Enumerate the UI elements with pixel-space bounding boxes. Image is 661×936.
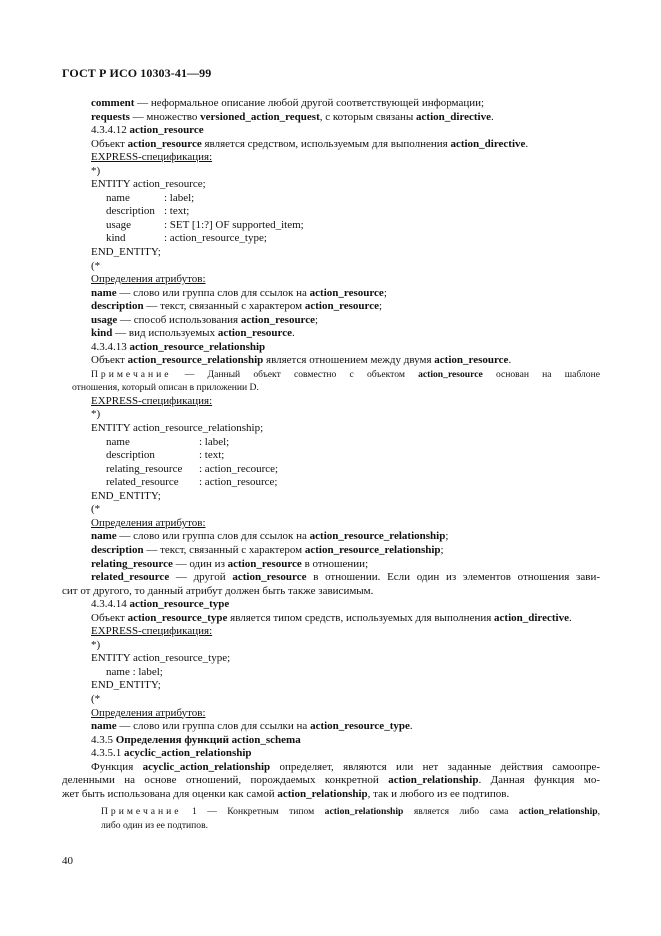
- text-run: , с которым связаны: [319, 110, 417, 123]
- text-line: [62, 707, 600, 721]
- attribute-type: : text;: [199, 449, 225, 462]
- bold-term: action_resource_type: [127, 611, 228, 624]
- note-line: [62, 819, 600, 833]
- text-run: ;: [379, 300, 383, 313]
- text-line: [62, 178, 600, 192]
- text-run: 4.3.5.1: [91, 747, 124, 760]
- note-line: [62, 381, 600, 395]
- bold-term: requests: [91, 110, 130, 123]
- bold-term: action_resource_type: [310, 720, 410, 733]
- text-run: деленными на основе отношений, порождаемых конкретной: [62, 774, 389, 787]
- text-line: [62, 354, 600, 368]
- section-heading: EXPRESS-спецификация:: [91, 625, 213, 638]
- text-line: [62, 300, 600, 314]
- bold-term: action_resource: [227, 557, 302, 570]
- attribute-type: : action_resource_type;: [164, 232, 267, 245]
- text-line: [62, 422, 600, 436]
- section-heading: Определения атрибутов:: [91, 516, 206, 529]
- text-run: .: [491, 110, 494, 123]
- text-run: — слово или группа слов для ссылок на: [116, 286, 310, 299]
- text-run: — слово или группа слов для ссылки на: [116, 720, 311, 733]
- bold-term: versioned_action_request: [200, 110, 320, 123]
- text-run: 4.3.4.12: [91, 124, 130, 137]
- text-line: [62, 97, 600, 111]
- text-line: [62, 395, 600, 409]
- text-run: *): [91, 164, 101, 177]
- text-line: [62, 761, 600, 775]
- text-run: — неформальное описание любой другой соответствующей информации;: [134, 97, 485, 109]
- text-run: 4.3.4.14: [91, 598, 130, 611]
- text-line: [62, 530, 600, 544]
- bold-term: action_resource_relationship: [129, 340, 266, 353]
- text-line: [62, 503, 600, 517]
- text-run: (*: [91, 259, 101, 272]
- bold-term: action_resource: [434, 354, 509, 367]
- bold-term: related_resource: [91, 571, 170, 584]
- text-line: [62, 598, 600, 612]
- bold-term: comment: [91, 97, 135, 109]
- text-line: [62, 232, 600, 246]
- text-run: — множество: [129, 110, 201, 123]
- text-run: . Данная функция мо-: [478, 774, 600, 787]
- page-header: ГОСТ Р ИСО 10303-41—99: [62, 66, 212, 80]
- text-run: — вид используемых: [112, 327, 218, 340]
- text-run: , так и любого из ее подтипов.: [367, 787, 510, 800]
- text-run: END_ENTITY;: [91, 489, 161, 502]
- text-run: ENTITY action_resource_relationship;: [91, 422, 264, 435]
- text-run: является средством, используемым для выполнения: [201, 137, 451, 150]
- attribute-name: description: [106, 205, 155, 218]
- text-line: [62, 747, 600, 761]
- text-run: — текст, связанный с характером: [143, 300, 305, 313]
- text-run: ;: [440, 543, 444, 556]
- bold-term: relating_resource: [91, 557, 173, 570]
- bold-term: action_resource: [304, 300, 379, 313]
- text-line: [62, 341, 600, 355]
- bold-term: description: [91, 543, 144, 556]
- bold-term: action_relationship: [277, 787, 368, 800]
- text-line: [62, 639, 600, 653]
- text-line: [62, 260, 600, 274]
- text-run: .: [568, 611, 572, 624]
- bold-term: action_resource: [232, 571, 307, 584]
- text-run: .: [508, 354, 512, 367]
- text-run: сит от другого, то данный атрибут должен быть также зависимым.: [62, 584, 374, 597]
- text-line: [62, 219, 600, 233]
- text-run: в отношении. Если один из элементов отношения зави-: [306, 571, 600, 584]
- note-line: [62, 368, 600, 382]
- text-line: [62, 205, 600, 219]
- bold-term: action_relationship: [518, 806, 598, 818]
- text-run: END_ENTITY;: [91, 246, 161, 259]
- section-heading: EXPRESS-спецификация:: [91, 151, 213, 164]
- text-run: 4.3.5: [91, 733, 116, 746]
- text-run: Примечание: [91, 368, 172, 380]
- bold-term: action_directive: [494, 611, 569, 624]
- text-run: — Данный объект совместно с объектом: [171, 368, 419, 380]
- bold-term: Определения функций action_schema: [115, 733, 301, 746]
- text-line: [62, 273, 600, 287]
- text-line: [62, 693, 600, 707]
- bold-term: action_resource: [217, 327, 292, 340]
- text-line: [62, 571, 600, 585]
- attribute-name: name: [106, 435, 130, 448]
- attribute-name: relating_resource: [106, 462, 183, 475]
- text-line: [62, 476, 600, 490]
- text-line: [62, 436, 600, 450]
- text-run: 4.3.4.13: [91, 340, 130, 353]
- text-line: [62, 192, 600, 206]
- attribute-name: description: [106, 449, 155, 462]
- text-line: [62, 625, 600, 639]
- text-run: .: [291, 327, 295, 340]
- text-run: .: [409, 720, 413, 733]
- text-line: [62, 111, 600, 125]
- section-heading: EXPRESS-спецификация:: [91, 394, 213, 407]
- bold-term: action_resource_type: [129, 598, 230, 611]
- text-line: [62, 327, 600, 341]
- text-run: является отношением между двумя: [263, 354, 435, 367]
- text-run: ENTITY action_resource;: [91, 178, 206, 191]
- attribute-name: name: [106, 191, 130, 204]
- note-line: [62, 805, 600, 819]
- section-heading: Определения атрибутов:: [91, 706, 206, 719]
- text-line: [62, 138, 600, 152]
- text-run: (*: [91, 692, 101, 705]
- text-run: *): [91, 638, 101, 651]
- bold-term: description: [91, 300, 144, 313]
- bold-term: acyclic_action_relationship: [142, 760, 271, 773]
- text-line: [62, 124, 600, 138]
- text-run: END_ENTITY;: [91, 679, 161, 692]
- page-content: [62, 97, 600, 832]
- attribute-type: : label;: [164, 191, 195, 204]
- text-line: [62, 408, 600, 422]
- bold-term: action_resource: [129, 124, 204, 137]
- text-line: [62, 734, 600, 748]
- bold-term: action_relationship: [324, 806, 404, 818]
- text-run: name : label;: [106, 665, 163, 678]
- text-run: отношения, который описан в приложении D.: [72, 382, 259, 394]
- text-line: [62, 449, 600, 463]
- text-run: Примечание: [101, 806, 182, 818]
- bold-term: acyclic_action_relationship: [124, 747, 252, 760]
- text-line: [62, 679, 600, 693]
- text-run: определяет, являются или нет заданные действия самоопре-: [270, 760, 600, 773]
- page-number: 40: [62, 855, 73, 867]
- text-line: [62, 585, 600, 599]
- text-line: [62, 517, 600, 531]
- text-run: ENTITY action_resource_type;: [91, 652, 231, 665]
- attribute-type: : action_resource;: [199, 476, 278, 489]
- bold-term: usage: [91, 313, 118, 326]
- bold-term: action_resource: [309, 286, 384, 299]
- text-line: [62, 463, 600, 477]
- bold-term: action_directive: [416, 110, 491, 123]
- bold-term: kind: [91, 327, 113, 340]
- attribute-type: : SET [1:?] OF supported_item;: [164, 218, 304, 231]
- text-run: .: [525, 137, 529, 150]
- text-run: является либо сама: [403, 806, 519, 818]
- bold-term: action_resource_relationship: [127, 354, 264, 367]
- text-run: Объект: [91, 611, 128, 624]
- text-run: *): [91, 408, 101, 421]
- attribute-type: : label;: [199, 435, 230, 448]
- text-run: Объект: [91, 137, 128, 150]
- text-run: ;: [315, 313, 319, 326]
- bold-term: action_directive: [450, 137, 526, 150]
- text-line: [62, 652, 600, 666]
- bold-term: action_resource_relationship: [309, 530, 446, 543]
- text-run: 1 — Конкретным типом: [181, 806, 325, 818]
- text-line: [62, 774, 600, 788]
- text-line: [62, 788, 600, 802]
- text-run: ,: [597, 806, 600, 818]
- attribute-name: kind: [106, 232, 126, 245]
- bold-term: action_relationship: [388, 774, 479, 787]
- text-run: (*: [91, 503, 101, 516]
- text-run: — слово или группа слов для ссылок на: [116, 530, 310, 543]
- text-line: [62, 612, 600, 626]
- text-run: в отношении;: [301, 557, 369, 570]
- bold-term: action_resource_relationship: [304, 543, 441, 556]
- bold-term: action_resource: [127, 137, 202, 150]
- text-line: [62, 246, 600, 260]
- bold-term: name: [91, 530, 117, 543]
- text-line: [62, 490, 600, 504]
- attribute-name: related_resource: [106, 476, 179, 489]
- text-run: — другой: [169, 571, 233, 584]
- text-run: ;: [445, 530, 449, 543]
- attribute-name: usage: [106, 218, 132, 231]
- text-run: является типом средств, используемых для выполнения: [227, 611, 495, 624]
- bold-term: action_resource: [418, 368, 483, 380]
- text-run: — способ использования: [117, 313, 241, 326]
- attribute-type: : text;: [164, 205, 190, 218]
- text-line: [62, 151, 600, 165]
- text-line: [62, 544, 600, 558]
- text-line: [62, 666, 600, 680]
- text-line: [62, 314, 600, 328]
- text-run: Объект: [91, 354, 128, 367]
- bold-term: name: [91, 286, 117, 299]
- text-line: [62, 720, 600, 734]
- text-run: основан на шаблоне: [482, 368, 600, 380]
- bold-term: action_resource: [240, 313, 316, 326]
- text-run: Функция: [91, 760, 143, 773]
- text-line: [62, 287, 600, 301]
- text-run: ;: [383, 286, 387, 299]
- text-run: — текст, связанный с характером: [143, 543, 305, 556]
- text-run: жет быть использована для оценки как самой: [62, 787, 278, 800]
- text-run: — один из: [172, 557, 228, 570]
- attribute-type: : action_recource;: [199, 462, 279, 475]
- text-line: [62, 165, 600, 179]
- bold-term: name: [91, 720, 117, 733]
- text-line: [62, 558, 600, 572]
- section-heading: Определения атрибутов:: [91, 273, 206, 286]
- text-run: либо один из ее подтипов.: [101, 819, 209, 831]
